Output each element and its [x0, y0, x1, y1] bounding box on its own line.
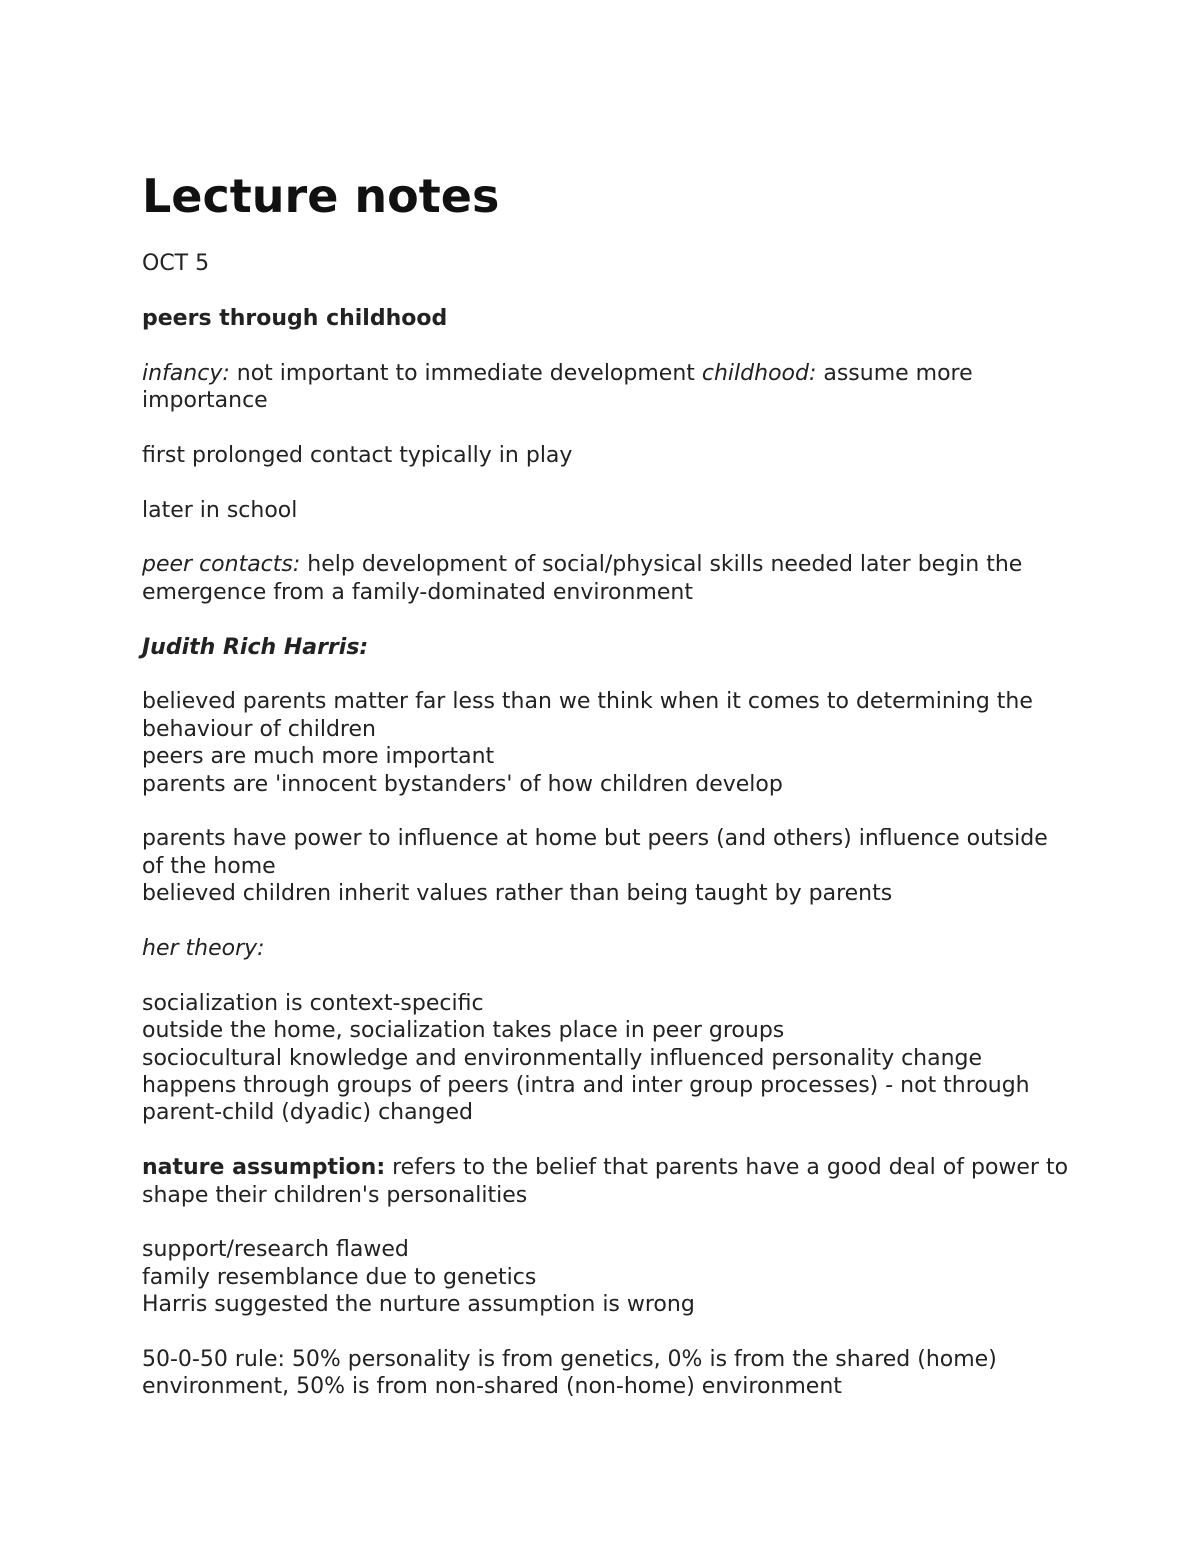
- nature-paragraph: [142, 1154, 1072, 1209]
- later-school-line: later in school: [142, 497, 298, 523]
- peer-contacts-paragraph: [142, 551, 1072, 606]
- childhood-label: childhood:: [701, 360, 817, 386]
- childhood-text: assume more importance: [142, 360, 973, 413]
- harris-heading: Judith Rich Harris:: [142, 634, 369, 660]
- date-line: OCT 5: [142, 251, 210, 276]
- support-line: support/research flawed: [142, 1237, 409, 1263]
- influence-paragraph: [142, 825, 1072, 907]
- theory-line: sociocultural knowledge and environmentally influenced personality change happens through groups of peers (intra and inter group processes) - not through parent-child (dyadic) changed: [142, 1045, 1030, 1126]
- support-paragraph: [142, 1236, 1072, 1318]
- infancy-paragraph: [142, 360, 1072, 415]
- nature-text: refers to the belief that parents have a good deal of power to shape their children's personalities: [142, 1155, 1069, 1208]
- infancy-label: infancy:: [142, 360, 230, 386]
- support-line: family resemblance due to genetics: [142, 1264, 537, 1290]
- section-heading-peers: peers through childhood: [142, 305, 448, 331]
- rule-paragraph: 50-0-50 rule: 50% personality is from genetics, 0% is from the shared (home) environment, 50% is from non-shared (non-home) environment: [142, 1347, 997, 1400]
- nature-label: nature assumption:: [142, 1155, 386, 1181]
- harris-line: believed parents matter far less than we think when it comes to determining the behaviour of children: [142, 689, 1033, 742]
- harris-paragraph: [142, 688, 1072, 798]
- influence-line: believed children inherit values rather than being taught by parents: [142, 881, 893, 907]
- infancy-text: not important to immediate development: [229, 360, 702, 386]
- theory-line: outside the home, socialization takes place in peer groups: [142, 1018, 785, 1044]
- first-contact-line: first prolonged contact typically in play: [142, 442, 573, 468]
- notes-body: [142, 250, 1072, 1428]
- influence-line: parents have power to influence at home but peers (and others) influence outside of the home: [142, 826, 1048, 879]
- peer-contacts-label: peer contacts:: [142, 552, 301, 578]
- peer-contacts-text: help development of social/physical skills needed later begin the emergence from a family-dominated environment: [142, 552, 1023, 605]
- theory-paragraph: [142, 990, 1072, 1127]
- page-title: Lecture notes: [142, 169, 500, 223]
- harris-line: parents are 'innocent bystanders' of how children develop: [142, 771, 783, 797]
- harris-line: peers are much more important: [142, 744, 495, 770]
- theory-heading: her theory:: [142, 936, 265, 962]
- theory-line: socialization is context-specific: [142, 990, 484, 1016]
- support-line: Harris suggested the nurture assumption is wrong: [142, 1292, 695, 1318]
